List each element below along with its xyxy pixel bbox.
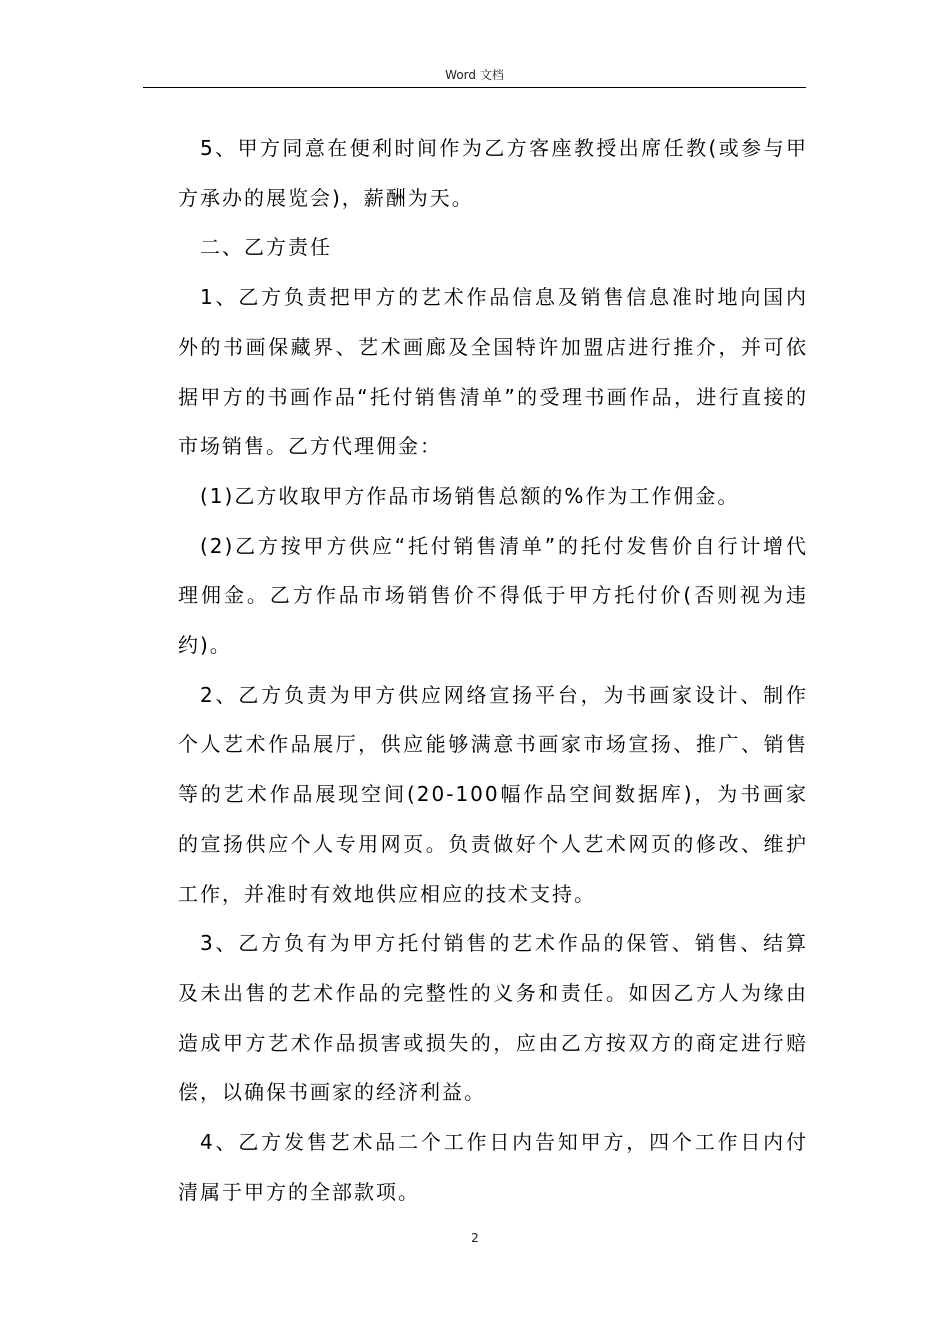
document-body (178, 124, 808, 1217)
page-header: Word 文档 (445, 68, 504, 82)
sub-clause-paragraph: (1)乙方收取甲方作品市场销售总额的%作为工作佣金。 (200, 483, 740, 508)
header-rule (143, 87, 806, 88)
clause-paragraph: 2、乙方负责为甲方供应网络宣扬平台，为书画家设计、制作个人艺术作品展厅，供应能够满意书画家市场宣扬、推广、销售等的艺术作品展现空间(20-100幅作品空间数据库)，为书画家的宣扬供应个人专用网页。负责做好个人艺术网页的修改、维护工作，并准时有效地供应相应的技术支持。 (178, 682, 808, 906)
clause-paragraph: 4、乙方发售艺术品二个工作日内告知甲方，四个工作日内付清属于甲方的全部款项。 (178, 1130, 808, 1204)
page-number: 2 (471, 1231, 479, 1245)
clause-paragraph: 3、乙方负有为甲方托付销售的艺术作品的保管、销售、结算及未出售的艺术作品的完整性的义务和责任。如因乙方人为缘由造成甲方艺术作品损害或损失的，应由乙方按双方的商定进行赔偿，以确保书画家的经济利益。 (178, 931, 808, 1105)
clause-paragraph: 1、乙方负责把甲方的艺术作品信息及销售信息准时地向国内外的书画保藏界、艺术画廊及全国特许加盟店进行推介，并可依据甲方的书画作品“托付销售清单”的受理书画作品，进行直接的市场销售。乙方代理佣金： (178, 285, 808, 459)
sub-clause-paragraph: (2)乙方按甲方供应“托付销售清单”的托付发售价自行计增代理佣金。乙方作品市场销售价不得低于甲方托付价(否则视为违约)。 (178, 533, 808, 658)
clause-paragraph: 5、甲方同意在便利时间作为乙方客座教授出席任教(或参与甲方承办的展览会)，薪酬为天。 (178, 136, 808, 210)
section-heading: 二、乙方责任 (200, 235, 332, 260)
